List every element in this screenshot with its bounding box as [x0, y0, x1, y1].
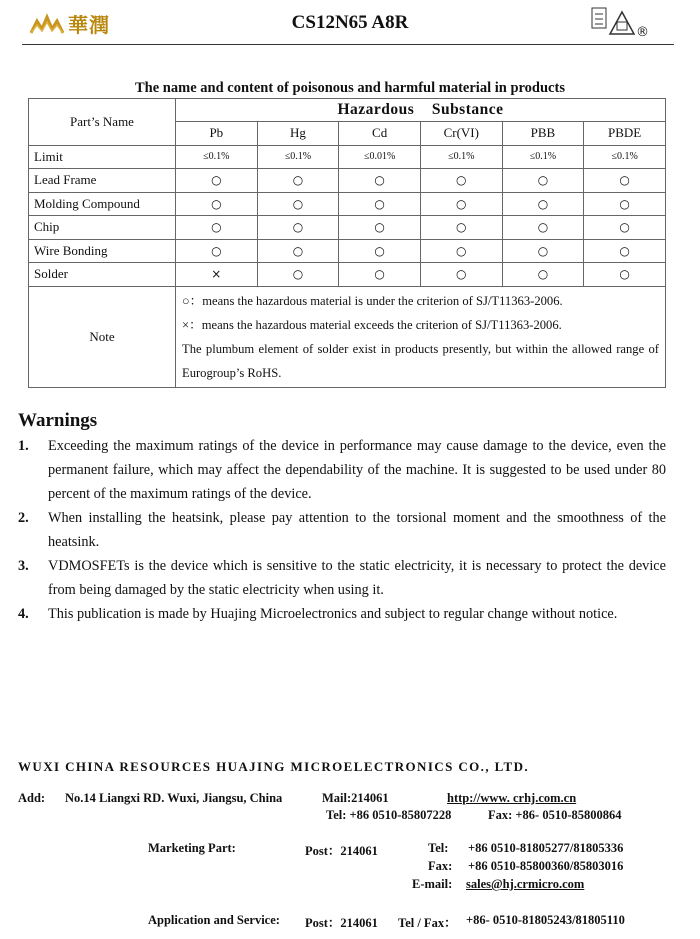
table-row	[29, 263, 666, 287]
warning-number: 1.	[18, 438, 29, 454]
marketing-label: Marketing Part:	[148, 841, 236, 855]
compliance-mark: ○	[420, 263, 502, 287]
marketing-post: Post：214061	[305, 844, 378, 858]
table-header-row	[29, 99, 666, 122]
compliance-mark: ○	[339, 239, 421, 263]
hazardous-substance-header: Hazardous Substance	[176, 99, 666, 122]
marketing-fax: +86 0510-85800360/85803016	[468, 859, 624, 873]
substance-header: Pb	[176, 122, 258, 146]
company-name: WUXI CHINA RESOURCES HUAJING MICROELECTRONICS CO., LTD.	[18, 759, 530, 774]
note-line: The plumbum element of solder exist in products presently, but within the allowed range of Eurogroup’s RoHS.	[182, 341, 659, 380]
table-title: The name and content of poisonous and harmful material in products	[135, 80, 565, 96]
limit-value: ≤0.1%	[420, 145, 502, 169]
warnings-title: Warnings	[18, 410, 98, 431]
compliance-mark: ○	[420, 239, 502, 263]
list-item	[18, 506, 666, 554]
application-label: Application and Service:	[148, 913, 280, 927]
compliance-mark: ○	[339, 192, 421, 216]
substance-header: Cd	[339, 122, 421, 146]
part-name: Chip	[29, 216, 176, 240]
compliance-mark: ○	[420, 192, 502, 216]
logo-text: 華潤	[68, 12, 110, 37]
limit-label: Limit	[29, 145, 176, 169]
part-name: Solder	[29, 263, 176, 287]
email-label: E-mail:	[412, 877, 453, 891]
compliance-mark: ○	[584, 216, 666, 240]
list-item	[18, 434, 666, 506]
compliance-mark: ○	[257, 169, 339, 193]
compliance-mark: ○	[257, 239, 339, 263]
compliance-mark: ○	[584, 169, 666, 193]
compliance-mark: ○	[502, 263, 584, 287]
list-item	[18, 602, 666, 626]
limit-value: ≤0.1%	[176, 145, 258, 169]
hazardous-substance-table	[28, 98, 666, 388]
part-name: Wire Bonding	[29, 239, 176, 263]
table-row	[29, 216, 666, 240]
compliance-mark: ○	[339, 263, 421, 287]
warning-number: 2.	[18, 510, 29, 526]
compliance-mark: ○	[176, 216, 258, 240]
table-row	[29, 169, 666, 193]
part-name-header: Part’s Name	[29, 99, 176, 146]
header-divider	[22, 44, 674, 45]
table-row	[29, 192, 666, 216]
warning-text: When installing the heatsink, please pay attention to the torsional moment and the smoothness of the heatsink.	[48, 510, 666, 550]
compliance-mark: ○	[176, 169, 258, 193]
compliance-mark: ○	[257, 263, 339, 287]
limit-value: ≤0.01%	[339, 145, 421, 169]
application-tel: +86- 0510-81805243/81805110	[466, 913, 625, 927]
marketing-tel: +86 0510-81805277/81805336	[468, 841, 624, 855]
table-row	[29, 239, 666, 263]
compliance-mark: ○	[176, 192, 258, 216]
compliance-mark: ○	[502, 192, 584, 216]
part-name: Molding Compound	[29, 192, 176, 216]
warning-number: 3.	[18, 558, 29, 574]
application-tel-label: Tel / Fax：	[398, 916, 457, 930]
limit-value: ≤0.1%	[584, 145, 666, 169]
warning-number: 4.	[18, 606, 29, 622]
application-post: Post：214061	[305, 916, 378, 930]
compliance-mark: ○	[176, 239, 258, 263]
website-link[interactable]: http://www. crhj.com.cn	[447, 791, 577, 805]
note-content	[176, 286, 666, 387]
note-line: ×：means the hazardous material exceeds the criterion of SJ/T11363-2006.	[182, 317, 562, 332]
compliance-mark: ○	[257, 216, 339, 240]
compliance-mark: ○	[339, 169, 421, 193]
marketing-tel-label: Tel:	[428, 841, 449, 855]
compliance-mark: ○	[257, 192, 339, 216]
email-link[interactable]: sales@hj.crmicro.com	[466, 877, 585, 891]
compliance-mark: ○	[584, 239, 666, 263]
limit-value: ≤0.1%	[502, 145, 584, 169]
warnings-list	[18, 434, 666, 626]
substance-header: PBDE	[584, 122, 666, 146]
note-label: Note	[29, 286, 176, 387]
compliance-mark: ○	[584, 263, 666, 287]
main-tel: Tel: +86 0510-85807228	[326, 808, 452, 822]
address-label: Add:	[18, 791, 46, 805]
substance-header: Hg	[257, 122, 339, 146]
certification-mark-icon	[590, 6, 652, 40]
limit-value: ≤0.1%	[257, 145, 339, 169]
mail-code: Mail:214061	[322, 791, 389, 805]
marketing-fax-label: Fax:	[428, 859, 453, 873]
warning-text: This publication is made by Huajing Microelectronics and subject to regular change without notice.	[48, 606, 618, 622]
compliance-mark: ○	[502, 239, 584, 263]
compliance-mark: ○	[420, 216, 502, 240]
limit-row	[29, 145, 666, 169]
compliance-mark: ○	[584, 192, 666, 216]
note-row	[29, 286, 666, 387]
warning-text: Exceeding the maximum ratings of the device in performance may cause damage to the device, even the permanent failure, which may affect the dependability of the machine. It is suggested to be used under 80 percent of the maximum ratings of the device.	[48, 438, 666, 502]
note-line: ○：means the hazardous material is under the criterion of SJ/T11363-2006.	[182, 293, 563, 308]
compliance-mark: ○	[502, 169, 584, 193]
warning-text: VDMOSFETs is the device which is sensitive to the static electricity, it is necessary to protect the device from being damaged by the static electricity when using it.	[48, 558, 666, 598]
substance-header: Cr(VI)	[420, 122, 502, 146]
compliance-mark: ○	[502, 216, 584, 240]
document-title: CS12N65 A8R	[291, 12, 409, 33]
compliance-mark: ×	[176, 263, 258, 287]
registered-mark: ®	[636, 25, 649, 40]
compliance-mark: ○	[420, 169, 502, 193]
list-item	[18, 554, 666, 602]
substance-header: PBB	[502, 122, 584, 146]
compliance-mark: ○	[339, 216, 421, 240]
part-name: Lead Frame	[29, 169, 176, 193]
address: No.14 Liangxi RD. Wuxi, Jiangsu, China	[65, 791, 283, 805]
main-fax: Fax: +86- 0510-85800864	[488, 808, 622, 822]
